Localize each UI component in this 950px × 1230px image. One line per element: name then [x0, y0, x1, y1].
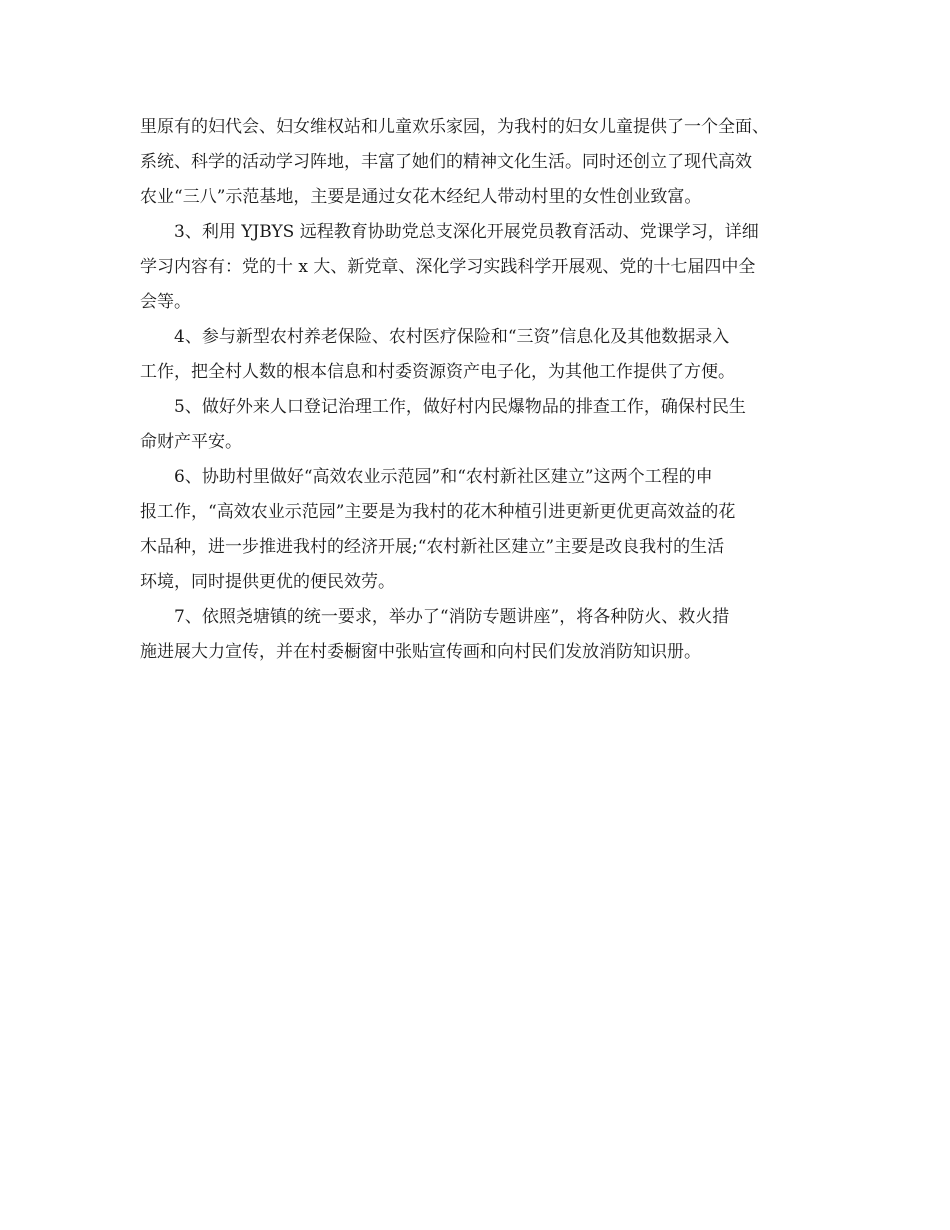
text-line: 农业“三八”示范基地，主要是通过女花木经纪人带动村里的女性创业致富。 — [140, 187, 702, 207]
text-line: 系统、科学的活动学习阵地，丰富了她们的精神文化生活。同时还创立了现代高效 — [140, 152, 752, 172]
list-item-5-line: 5、做好外来人口登记治理工作，做好村内民爆物品的排查工作，确保村民生 — [174, 397, 746, 417]
list-item-3-line: 3、利用 YJBYS 远程教育协助党总支深化开展党员教育活动、党课学习，详细 — [174, 222, 759, 242]
text-line: 学习内容有：党的十 x 大、新党章、深化学习实践科学开展观、党的十七届四中全 — [140, 257, 756, 277]
text-line: 环境，同时提供更优的便民效劳。 — [140, 572, 395, 592]
list-item-6-line: 6、协助村里做好“高效农业示范园”和“农村新社区建立”这两个工程的申 — [174, 467, 713, 487]
text-line: 报工作，“高效农业示范园”主要是为我村的花木种植引进更新更优更高效益的花 — [140, 502, 736, 522]
text-line: 工作，把全村人数的根本信息和村委资源资产电子化，为其他工作提供了方便。 — [140, 362, 735, 382]
text-line: 会等。 — [140, 292, 191, 312]
text-line: 木品种，进一步推进我村的经济开展;“农村新社区建立”主要是改良我村的生活 — [140, 537, 725, 557]
list-item-4-line: 4、参与新型农村养老保险、农村医疗保险和“三资”信息化及其他数据录入 — [174, 327, 730, 347]
list-item-7-line: 7、依照尧塘镇的统一要求，举办了“消防专题讲座”，将各种防火、救火措 — [174, 607, 730, 627]
text-line: 里原有的妇代会、妇女维权站和儿童欢乐家园，为我村的妇女儿童提供了一个全面、 — [140, 117, 769, 137]
text-line: 命财产平安。 — [140, 432, 242, 452]
text-line: 施进展大力宣传，并在村委橱窗中张贴宣传画和向村民们发放消防知识册。 — [140, 642, 701, 662]
